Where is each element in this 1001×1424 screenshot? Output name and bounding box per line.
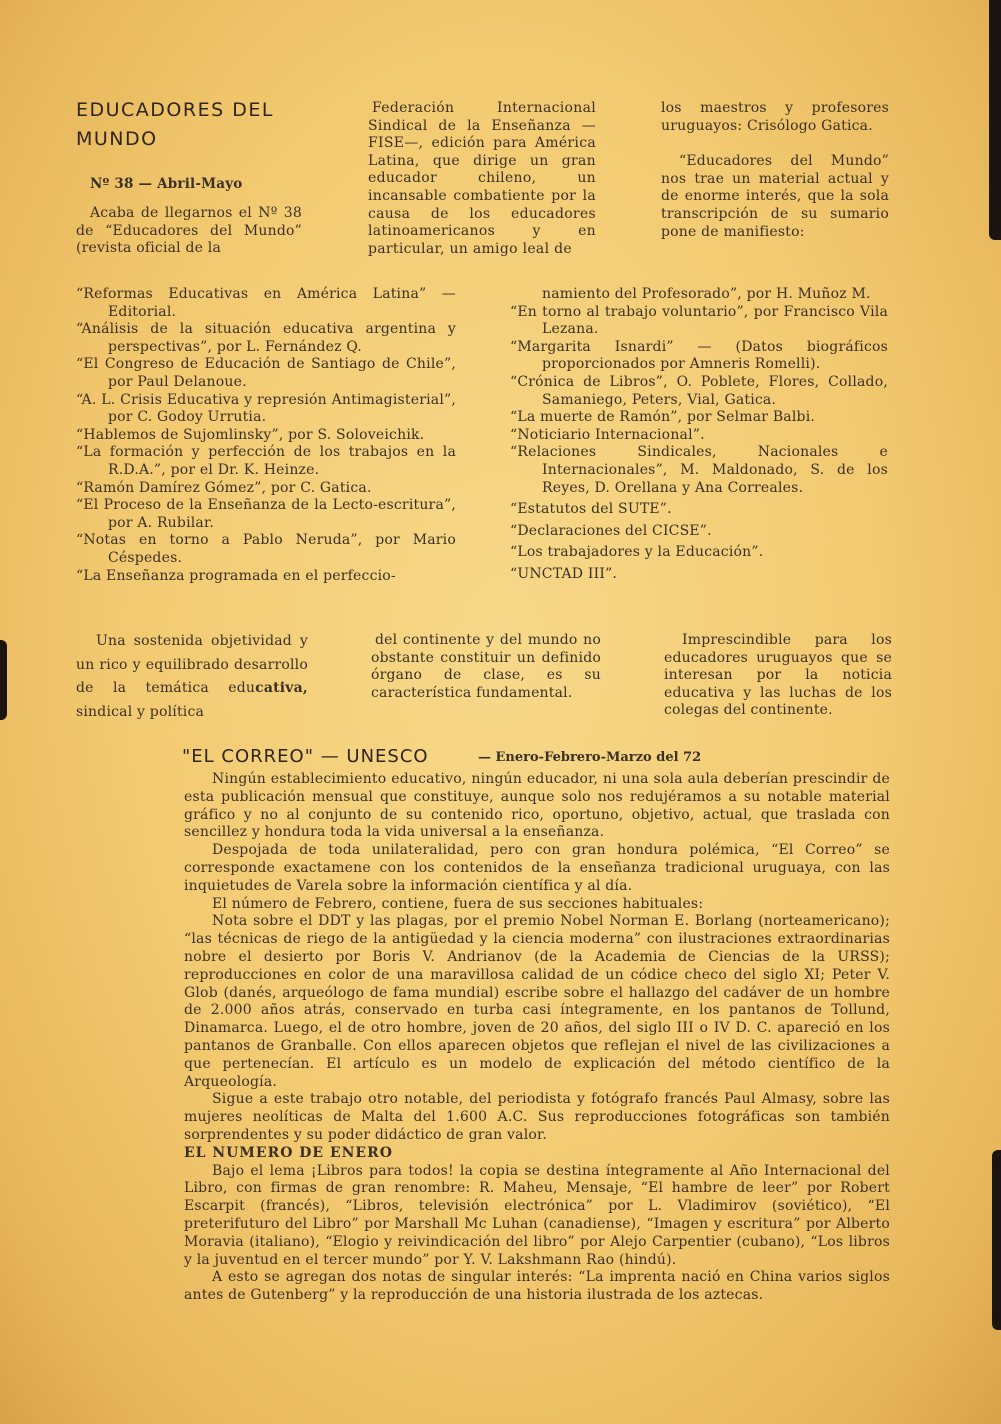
- correo-paragraph-7: A esto se agregan dos notas de singular interés: “La imprenta nació en China varios siglos antes de Gutenberg” y la reproducción de una historia ilustrada de los aztecas.: [184, 1269, 890, 1304]
- list-item: “Los trabajadores y la Educación”.: [510, 544, 764, 561]
- summary-col-1-post: sindical y política: [76, 703, 205, 720]
- list-item: “Estatutos del SUTE”.: [510, 501, 672, 518]
- correo-paragraph-1: Ningún establecimiento educativo, ningún educador, ni una sola aula deberían prescindir de esta publicación mensual que constituye, aunque solo nos redujéramos a su notable material gráfico y no al conjunto de su contenido rico, oportuno, objetivo, actual, que traslada con sencillez y hondura toda la vida universal a la enseñanza.: [184, 771, 890, 841]
- scan-edge-bottom-right: [992, 1150, 1001, 1330]
- list-item: “Hablemos de Sujomlinsky”, por S. Soloveichik.: [76, 426, 425, 443]
- list-item: “Margarita Isnardi” — (Datos biográficos proporcionados por Amneris Romelli).: [510, 338, 888, 373]
- issue-label: Nº 38 — Abril-Mayo: [90, 176, 243, 192]
- summary-col-3: Imprescindible para los educadores uruguayos que se interesan por la noticia educativa y las luchas de los colegas del continente.: [664, 632, 892, 719]
- list-item: “Relaciones Sindicales, Nacionales e Internacionales”, M. Maldonado, S. de los Reyes, D. Orellana y Ana Correales.: [510, 444, 888, 496]
- summary-col-1-pre: Una sostenida objetividad y un rico y equilibrado desarrollo de la temática edu: [76, 633, 308, 696]
- list-item: “UNCTAD III”.: [510, 565, 618, 582]
- list-item: “El Proceso de la Enseñanza de la Lecto-escritura”, por A. Rubilar.: [76, 497, 456, 531]
- correo-date: — Enero-Febrero-Marzo del 72: [478, 750, 702, 765]
- correo-paragraph-5: Sigue a este trabajo otro notable, del periodista y fotógrafo francés Paul Almasy, sobre las mujeres neolíticas de Malta del 1.600 A.C. Sus reproducciones fotográficas son también sorprendentes y su poder didáctico de gran valor.: [184, 1091, 890, 1143]
- list-item: “Ramón Damírez Gómez”, por C. Gatica.: [76, 479, 372, 496]
- summary-col-2: del continente y del mundo no obstante constituir un definido órgano de clase, es su característica fundamental.: [371, 632, 601, 701]
- correo-paragraph-6: Bajo el lema ¡Libros para todos! la copia se destina íntegramente al Año Internacional del Libro, con firmas de gran renombre: R. Maheu, Mensaje, “El hambre de leer” por Robert Escarpit (francés), “Libros, televisión electrónica” por L. Vladimirov (soviético), “El preterifuturo del Libro” por Marshall Mc Luhan (canadiense), “Imagen y escritura” por Alberto Moravia (italiano), “Elogio y reivindicación del libro” por Alejo Carpentier (cubano), “Los libros y la juventud en el tercer mundo” por Y. V. Lakshmann Rao (hindú).: [184, 1162, 890, 1268]
- list-item: “Crónica de Libros”, O. Poblete, Flores, Collado, Samaniego, Peters, Vial, Gatica.: [510, 373, 888, 408]
- list-item-continuation: namiento del Profesorado”, por H. Muñoz M.: [542, 286, 871, 302]
- list-item: “Notas en torno a Pablo Neruda”, por Mario Céspedes.: [76, 532, 456, 566]
- list-item: “La muerte de Ramón”, por Selmar Balbi.: [510, 409, 816, 426]
- correo-body: [184, 771, 890, 1305]
- correo-title: "EL CORREO" — UNESCO: [182, 746, 429, 767]
- scan-edge-left: [0, 640, 7, 720]
- intro-text: Acaba de llegarnos el Nº 38 de “Educadores del Mundo” (revista oficial de la: [76, 205, 302, 257]
- correo-paragraph-3: El número de Febrero, contiene, fuera de sus secciones habituales:: [212, 895, 704, 912]
- section-title: EDUCADORES DEL MUNDO: [76, 99, 274, 150]
- list-item: “Análisis de la situación educativa argentina y perspectivas”, por L. Fernández Q.: [76, 321, 456, 355]
- list-item: “Declaraciones del CICSE”.: [510, 522, 712, 539]
- list-item: “En torno al trabajo voluntario”, por Francisco Vila Lezana.: [510, 303, 888, 338]
- contents-list-right: [510, 286, 888, 584]
- list-item: “La Enseñanza programada en el perfeccio-: [76, 567, 396, 584]
- list-item: “El Congreso de Educación de Santiago de Chile”, por Paul Delanoue.: [76, 356, 456, 390]
- middle-column-text: Federación Internacional Sindical de la Enseñanza —FISE—, edición para América Latina, que dirige un gran educador chileno, un incansable combatiente por la causa de los educadores latinoamericanos y en particular, un amigo leal de: [368, 100, 596, 257]
- list-item: “Reformas Educativas en América Latina” — Editorial.: [76, 286, 456, 320]
- scan-edge-top-right: [989, 0, 1001, 240]
- summary-col-1-bold: cativa,: [255, 680, 308, 696]
- list-item: “Noticiario Internacional”.: [510, 426, 705, 443]
- list-item: “A. L. Crisis Educativa y represión Antimagisterial”, por C. Godoy Urrutia.: [76, 391, 456, 426]
- correo-subheading: EL NUMERO DE ENERO: [184, 1144, 393, 1161]
- summary-col-1: [76, 630, 308, 724]
- right-column: [661, 100, 889, 241]
- list-item: “La formación y perfección de los trabajos en la R.D.A.”, por el Dr. K. Heinze.: [76, 444, 456, 478]
- correo-paragraph-4: Nota sobre el DDT y las plagas, por el premio Nobel Norman E. Borlang (norteamericano); “las técnicas de riego de la antigüedad y la ciencia moderna” con ilustraciones extraordinarias nobre el desierto por Boris V. Andrianov (de la Academia de Ciencias de la URSS); reproducciones en color de una maravillosa calidad de un códice checo del siglo XI; Peter V. Glob (danés, arqueólogo de fama mundial) escribe sobre el hallazgo del cadáver de un hombre de 2.000 años atrás, conservado en turba casi íntegramente, en los pantanos de Tollund, Dinamarca. Luego, el de otro hombre, joven de 20 años, del siglo III o IV D. C. apareció en los pantanos de Granballe. Con ellos aparecen objetos que reflejan el nivel de las civilizaciones a que pertenecían. El artículo es un modelo de explicación del método científico de la Arqueología.: [184, 913, 890, 1090]
- right-column-text-2: “Educadores del Mundo” nos trae un material actual y de enorme interés, que la sola transcripción de su sumario pone de manifiesto:: [661, 153, 889, 240]
- right-column-text-1: los maestros y profesores uruguayos: Crisólogo Gatica.: [661, 100, 889, 134]
- correo-paragraph-2: Despojada de toda unilateralidad, pero con gran hondura polémica, “El Correo” se corresponde exactamene con los contenidos de la enseñanza tradicional uruguaya, con las inquietudes de Varela sobre la información científica y al día.: [184, 842, 890, 894]
- contents-list-left: [76, 286, 456, 585]
